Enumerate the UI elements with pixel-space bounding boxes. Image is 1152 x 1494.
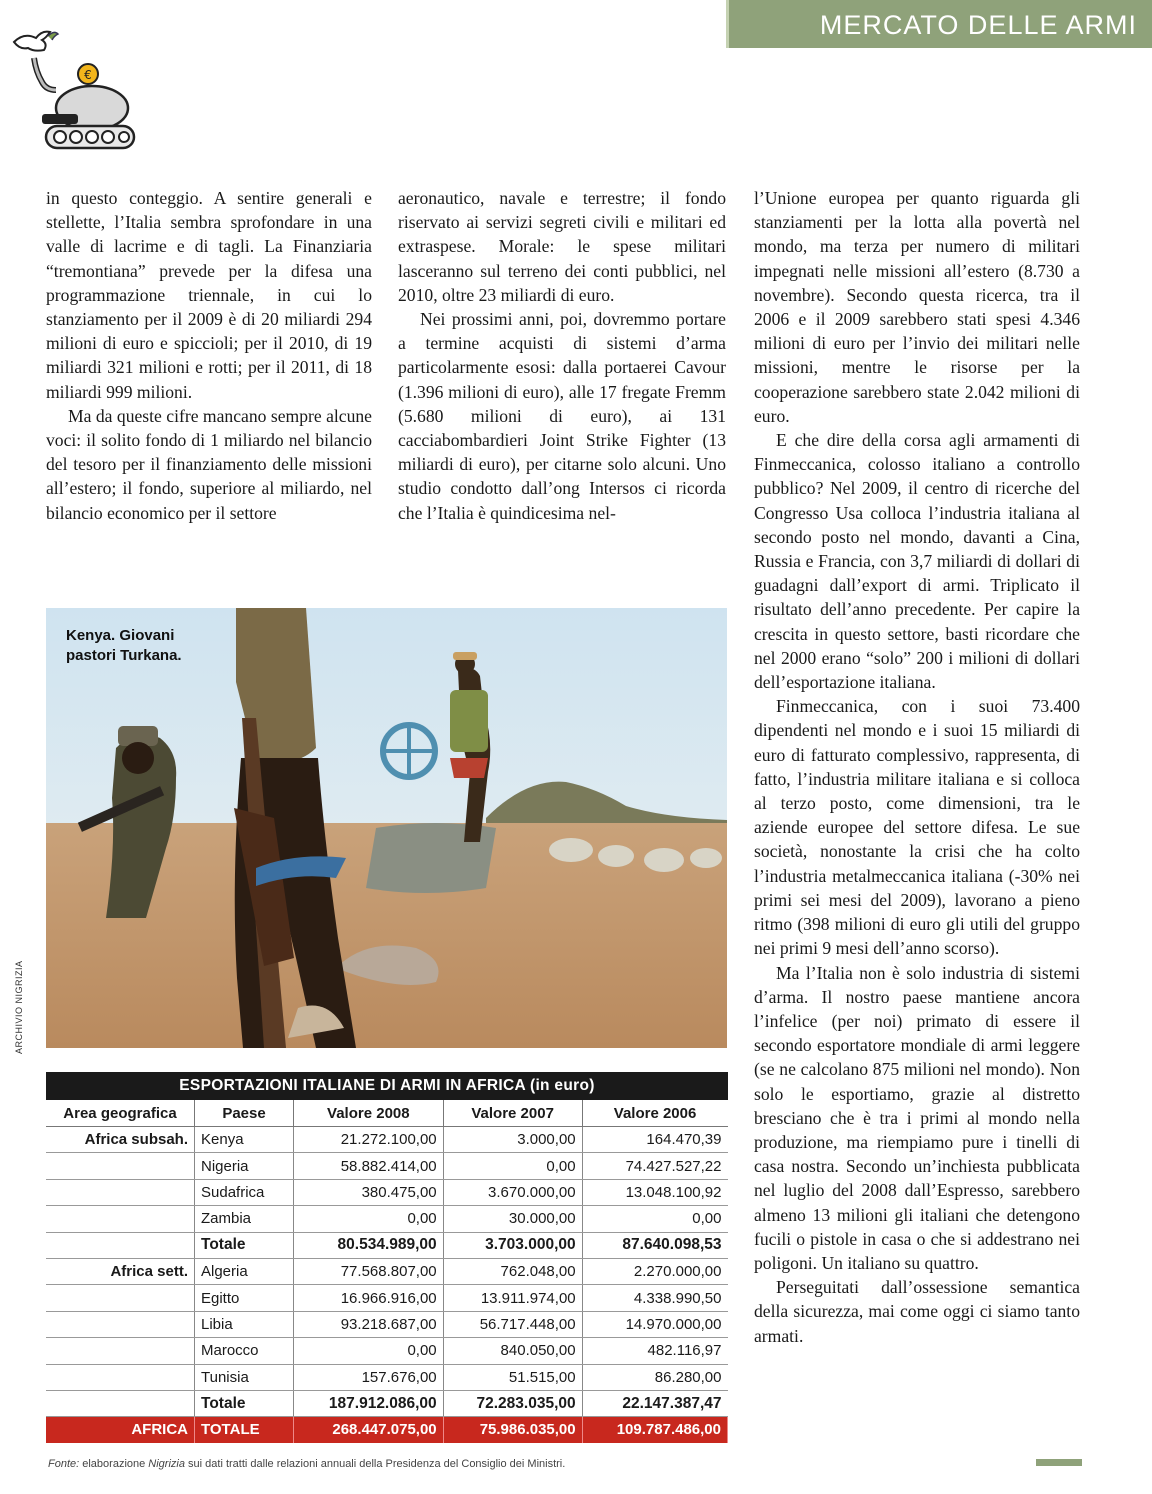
area-cell: Africa subsah. [46,1127,195,1153]
source-label: Fonte: [48,1458,80,1470]
photo-credit [14,954,30,1054]
paragraph: in questo conteggio. A sentire generali e stellette, l’Italia sembra sprofondare in una valle di lacrime e di tagli. La Finanziaria “tremontiana” prevede per la difesa una programmazione triennale, in cui lo stanziamento per il 2009 è di 20 miliardi 294 milioni di euro e spiccioli; per il 2010, di 19 miliardi 321 milioni e rotti; per il 2011, di 18 miliardi 999 milioni. [46,188,372,402]
value-2006-cell: 2.270.000,00 [582,1258,727,1284]
table-row [46,1153,728,1179]
value-2006-cell: 22.147.387,47 [582,1390,727,1416]
value-2008-cell: 21.272.100,00 [294,1127,444,1153]
value-2008-cell: 77.568.807,00 [294,1258,444,1284]
value-2007-cell: 3.703.000,00 [443,1232,582,1258]
area-cell: Africa sett. [46,1258,195,1284]
value-2007-cell: 72.283.035,00 [443,1390,582,1416]
paragraph: Perseguitati dall’ossessione semantica della sicurezza, mai come oggi ci siamo tanto armati. [754,1277,1080,1346]
area-cell: AFRICA [46,1417,195,1443]
article-column-1 [46,186,372,525]
value-2008-cell: 58.882.414,00 [294,1153,444,1179]
country-cell: Kenya [195,1127,294,1153]
table-row [46,1311,728,1337]
column-header: Valore 2007 [443,1100,582,1127]
source-text: elaborazione [79,1458,149,1470]
area-cell [46,1232,195,1258]
column-header: Area geografica [46,1100,195,1127]
value-2006-cell: 74.427.527,22 [582,1153,727,1179]
euro-symbol: € [84,68,92,82]
column-header: Valore 2008 [294,1100,444,1127]
value-2006-cell: 109.787.486,00 [582,1417,727,1443]
value-2006-cell: 4.338.990,50 [582,1285,727,1311]
table-row [46,1338,728,1364]
value-2007-cell: 75.986.035,00 [443,1417,582,1443]
source-text-end: sui dati tratti dalle relazioni annuali della Presidenza del Consiglio dei Ministri. [184,1458,566,1470]
area-cell [46,1364,195,1390]
section-header [726,0,1152,48]
area-cell [46,1311,195,1337]
exports-table [46,1072,728,1443]
table-title: ESPORTAZIONI ITALIANE DI ARMI IN AFRICA (in euro) [46,1072,728,1100]
table-row [46,1206,728,1232]
country-cell: Totale [195,1390,294,1416]
value-2007-cell: 0,00 [443,1153,582,1179]
area-cell [46,1206,195,1232]
country-cell: Zambia [195,1206,294,1232]
area-cell [46,1179,195,1205]
value-2007-cell: 51.515,00 [443,1364,582,1390]
paragraph: Nei prossimi anni, poi, dovremmo portare a termine acquisti di sistemi d’arma particolarmente esosi: dalla portaerei Cavour (1.396 milioni di euro), alle 17 fregate Fremm (5.680 milioni di euro), ai 131 cacciabombardieri Joint Strike Fighter (13 miliardi di euro), per citarne solo alcuni. Uno studio condotto dall’ong Intersos ci ricorda che l’Italia è quindicesima nel- [398,309,726,523]
table-row [46,1258,728,1284]
value-2008-cell: 16.966.916,00 [294,1285,444,1311]
value-2006-cell: 482.116,97 [582,1338,727,1364]
paragraph: Ma l’Italia non è solo industria di sistemi d’arma. Il nostro paese mantiene ancora l’infelice (per noi) primato di essere il secondo esportatore mondiale di armi leggere (se ne calcolano 875 milioni nel mondo). Non solo le esportiamo, grazie al distretto bresciano che è tra i primi al mondo nella produzione, ma riempiamo pure i tinelli di casa nostra. Secondo un’inchiesta pubblicata nel luglio del 2008 dall’Espresso, sarebbero almeno 13 milioni gli italiani che detengono fucili o pistole in casa o che si addestrano nei poligoni. Un italiano su quattro. [754,962,1080,1273]
value-2008-cell: 80.534.989,00 [294,1232,444,1258]
paragraph: Ma da queste cifre mancano sempre alcune voci: il solito fondo di 1 miliardo nel bilancio del tesoro per il finanziamento delle missioni all’estero; il fondo, superiore al miliardo, nel bilancio economico per il settore [46,405,372,523]
table-row [46,1364,728,1390]
value-2007-cell: 840.050,00 [443,1338,582,1364]
table-header-row [46,1100,728,1127]
source-nigrizia: Nigrizia [148,1458,185,1470]
table-row [46,1285,728,1311]
value-2007-cell: 3.670.000,00 [443,1179,582,1205]
value-2007-cell: 3.000,00 [443,1127,582,1153]
paragraph: Finmeccanica, con i suoi 73.400 dipendenti nel mondo e i suoi 15 miliardi di euro di fatturato complessivo, rappresenta, di fatto, l’industria militare italiana e si colloca al terzo posto, come dimensioni, tra le aziende europee del settore difesa. Le sue società, nonostante la crisi che ha colto l’industria metalmeccanica italiana (-30% nei primi sei mesi del 2009), lavorano a pieno ritmo (398 milioni di euro gli utili del gruppo nei primi 9 mesi dell’anno scorso). [754,696,1080,959]
area-cell [46,1285,195,1311]
photo-credit-text: ARCHIVIO NIGRIZIA [14,960,24,1054]
country-cell: TOTALE [195,1417,294,1443]
article-end-mark [1036,1459,1082,1466]
subtotal-row [46,1232,728,1258]
paragraph: l’Unione europea per quanto riguarda gli stanziamenti per la lotta alla povertà nel mondo, ma terza per numero di militari impegnati nelle missioni all’estero (8.730 a novembre). Secondo questa ricerca, tra il 2006 e il 2009 sarebbero stati spesi 4.346 milioni di euro per l’invio dei militari nelle missioni, mentre le risorse per la cooperazione sarebbero state 2.042 milioni di euro. [754,188,1080,426]
area-cell [46,1338,195,1364]
value-2006-cell: 87.640.098,53 [582,1232,727,1258]
country-cell: Nigeria [195,1153,294,1179]
section-title: MERCATO DELLE ARMI [819,10,1137,40]
value-2008-cell: 0,00 [294,1338,444,1364]
value-2007-cell: 56.717.448,00 [443,1311,582,1337]
area-cell [46,1153,195,1179]
paragraph: aeronautico, navale e terrestre; il fondo riservato ai servizi segreti civili e militari ed extraspese. Morale: le spese militari lasceranno sul terreno dei conti pubblici, nel 2010, oltre 23 miliardi di euro. [398,188,726,305]
column-header: Valore 2006 [582,1100,727,1127]
article-column-2 [398,186,726,525]
africa-total-row [46,1417,728,1443]
value-2007-cell: 762.048,00 [443,1258,582,1284]
value-2008-cell: 187.912.086,00 [294,1390,444,1416]
value-2006-cell: 86.280,00 [582,1364,727,1390]
value-2008-cell: 157.676,00 [294,1364,444,1390]
value-2008-cell: 93.218.687,00 [294,1311,444,1337]
column-header: Paese [195,1100,294,1127]
table-row [46,1127,728,1153]
country-cell: Libia [195,1311,294,1337]
value-2008-cell: 380.475,00 [294,1179,444,1205]
kenya-photo [46,608,727,1048]
value-2006-cell: 164.470,39 [582,1127,727,1153]
country-cell: Algeria [195,1258,294,1284]
value-2006-cell: 0,00 [582,1206,727,1232]
table-source [48,1458,565,1470]
country-cell: Totale [195,1232,294,1258]
value-2006-cell: 13.048.100,92 [582,1179,727,1205]
table-row [46,1179,728,1205]
exports-data-table [46,1100,728,1443]
country-cell: Sudafrica [195,1179,294,1205]
value-2008-cell: 268.447.075,00 [294,1417,444,1443]
country-cell: Tunisia [195,1364,294,1390]
dove-tank-piggy-bank-icon [4,22,144,162]
value-2007-cell: 13.911.974,00 [443,1285,582,1311]
article-column-3 [754,186,1080,1348]
value-2008-cell: 0,00 [294,1206,444,1232]
country-cell: Egitto [195,1285,294,1311]
area-cell [46,1390,195,1416]
value-2007-cell: 30.000,00 [443,1206,582,1232]
country-cell: Marocco [195,1338,294,1364]
subtotal-row [46,1390,728,1416]
photo-caption: Kenya. Giovani pastori Turkana. [66,627,182,664]
paragraph: E che dire della corsa agli armamenti di Finmeccanica, colosso italiano a controllo pubblico? Nel 2009, il centro di ricerche del Congresso Usa colloca l’industria italiana al secondo posto nel mondo, davanti a Cina, Russia e Francia, con 3,7 miliardi di dollari di guadagni dall’export di armi. Triplicato il risultato dell’anno precedente. Per capire la crescita in questo settore, basti ricordare che nel 2000 erano “solo” 200 i milioni di dollari dell’esportazione italiana. [754,430,1080,693]
value-2006-cell: 14.970.000,00 [582,1311,727,1337]
